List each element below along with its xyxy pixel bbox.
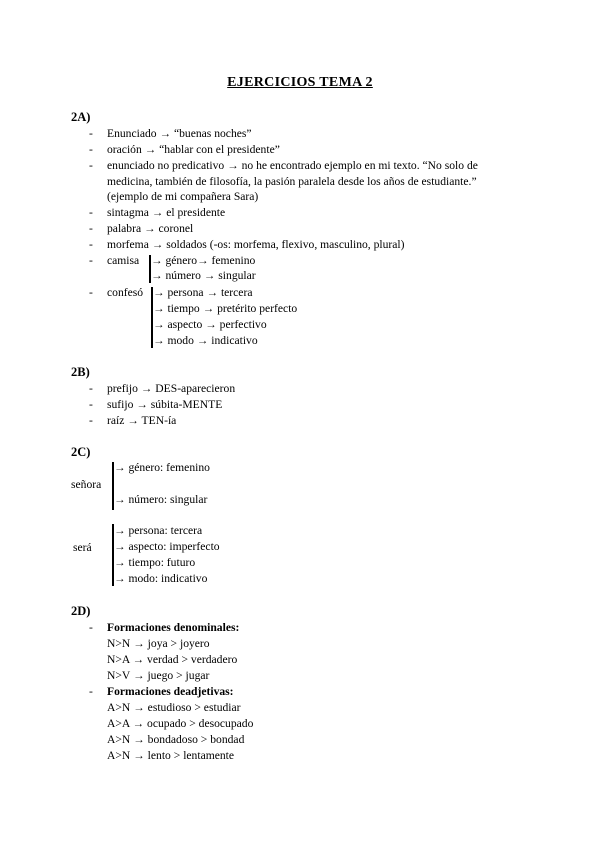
- section-2d-label: 2D): [71, 604, 91, 618]
- sera-feature: → tiempo: futuro: [114, 556, 196, 569]
- list-item: enunciado no predicativo → no he encontrado ejemplo en mi texto. “No solo de: [107, 159, 478, 172]
- bullet-dash: -: [89, 222, 93, 235]
- bullet-dash: -: [89, 621, 93, 634]
- confeso-feature: → aspecto → perfectivo: [153, 318, 267, 331]
- section-2c-label: 2C): [71, 445, 91, 459]
- list-item: prefijo → DES-aparecieron: [107, 382, 236, 395]
- list-item-continuation: (ejemplo de mi compañera Sara): [107, 190, 259, 203]
- sera-feature: → modo: indicativo: [114, 572, 208, 585]
- list-item: sintagma → el presidente: [107, 206, 226, 219]
- bullet-dash: -: [89, 382, 93, 395]
- confeso-word: confesó: [107, 286, 144, 299]
- formation-line: N>V → juego > jugar: [107, 669, 210, 682]
- confeso-feature: → tiempo → pretérito perfecto: [153, 302, 298, 315]
- denominales-heading: Formaciones denominales:: [107, 621, 240, 634]
- bullet-dash: -: [89, 238, 93, 251]
- bullet-dash: -: [89, 254, 93, 267]
- list-item: sufijo → súbita-MENTE: [107, 398, 223, 411]
- bullet-dash: -: [89, 286, 93, 299]
- bullet-dash: -: [89, 398, 93, 411]
- senora-word: señora: [71, 478, 102, 491]
- list-item: oración → “hablar con el presidente”: [107, 143, 280, 156]
- list-item: Enunciado → “buenas noches”: [107, 127, 252, 140]
- bullet-dash: -: [89, 685, 93, 698]
- bullet-dash: -: [89, 159, 93, 172]
- senora-feature: → número: singular: [114, 493, 208, 506]
- camisa-feature: → género→ femenino: [151, 254, 256, 267]
- list-item: raíz → TEN-ía: [107, 414, 177, 427]
- sera-feature: → persona: tercera: [114, 524, 203, 537]
- formation-line: N>A → verdad > verdadero: [107, 653, 238, 666]
- bullet-dash: -: [89, 206, 93, 219]
- camisa-feature: → número → singular: [151, 269, 256, 282]
- bullet-dash: -: [89, 127, 93, 140]
- sera-feature: → aspecto: imperfecto: [114, 540, 220, 553]
- list-item-continuation: medicina, también de filosofía, la pasión paralela desde los años de estudiante.”: [107, 175, 477, 188]
- section-2a-label: 2A): [71, 110, 91, 124]
- page-title: EJERCICIOS TEMA 2: [227, 75, 373, 90]
- sera-word: será: [73, 541, 92, 554]
- formation-line: N>N → joya > joyero: [107, 637, 210, 650]
- section-2b-label: 2B): [71, 365, 90, 379]
- confeso-feature: → modo → indicativo: [153, 334, 258, 347]
- bullet-dash: -: [89, 143, 93, 156]
- list-item: morfema → soldados (-os: morfema, flexivo, masculino, plural): [107, 238, 405, 251]
- list-item: palabra → coronel: [107, 222, 194, 235]
- formation-line: A>N → lento > lentamente: [107, 749, 235, 762]
- bullet-dash: -: [89, 414, 93, 427]
- formation-line: A>N → bondadoso > bondad: [107, 733, 245, 746]
- formation-line: A>N → estudioso > estudiar: [107, 701, 241, 714]
- senora-feature: → género: femenino: [114, 461, 210, 474]
- camisa-word: camisa: [107, 254, 140, 267]
- deadjetivas-heading: Formaciones deadjetivas:: [107, 685, 234, 698]
- formation-line: A>A → ocupado > desocupado: [107, 717, 254, 730]
- confeso-feature: → persona → tercera: [153, 286, 253, 299]
